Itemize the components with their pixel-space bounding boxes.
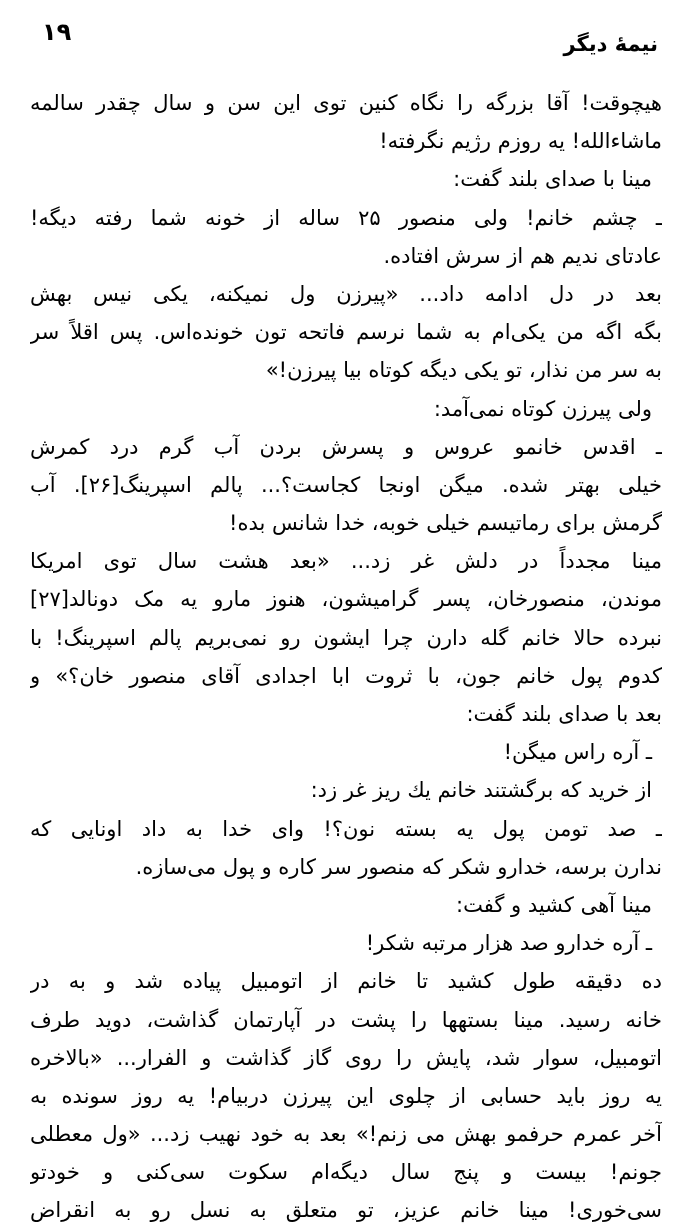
text-line: ـ چشم خانم! ولی منصور ۲۵ ساله از خونه شما رفته دیگه! xyxy=(30,205,662,230)
text-line: ـ صد تومن پول یه بسته نون؟! وای خدا به داد اونایی که xyxy=(30,816,662,841)
page-number: ۱۹ xyxy=(42,18,72,46)
text-line: بعد با صدای بلند گفت: xyxy=(466,702,662,726)
text-line: مینا مجدداً در دلش غر زد... «بعد هشت سال توی امریکا xyxy=(30,549,662,574)
text-line: یه روز باید حسابی از چلوی این پیرزن دربیام! یه روز سونده به xyxy=(30,1083,662,1108)
text-line: موندن، منصورخان، پسر گرامیشون، هنوز مارو یه مک دونالد[۲۷] xyxy=(30,587,662,612)
text-line: نبرده حالا خانم گله دارن چرا ایشون رو نمی‌بریم پالم اسپرینگ! با xyxy=(30,625,662,650)
text-line: خیلی بهتر شده. میگن اونجا کجاست؟... پالم اسپرینگ[۲۶]. آب xyxy=(30,472,662,497)
text-line: مینا با صدای بلند گفت: xyxy=(453,167,652,192)
text-line: عادتای ندیم هم از سرش افتاده. xyxy=(383,243,662,268)
text-line: خانه رسید. مینا بستهها را پشت در آپارتمان گذاشت، دوید طرف xyxy=(30,1007,662,1032)
text-line: اتومبیل، سوار شد، پایش را روی گاز گذاشت و الفرار... «بالاخره xyxy=(30,1045,662,1070)
text-line: ـ آره خدارو صد هزار مرتبه شکر! xyxy=(365,931,652,956)
text-line: هیچوقت! آقا بزرگه را نگاه کنین توی این سن و سال چقدر سالمه xyxy=(30,91,662,115)
text-line: کدوم پول خانم جون، با ثروت ابا اجدادی آقای منصور خان؟» و xyxy=(30,663,662,688)
text-line: بعد در دل ادامه داد... «پیرزن ول نمیکنه، یکی نیس بهش xyxy=(30,281,662,306)
text-line: ولی پیرزن کوتاه نمی‌آمد: xyxy=(433,396,652,421)
text-line: آخر عمرم حرفمو بهش می زنم!» بعد به خود نهیب زد... «ول معطلی xyxy=(30,1122,662,1147)
text-line: جونم! بیست و پنج سال دیگه‌ام سکوت سی‌کنی و خودتو xyxy=(30,1160,662,1185)
text-line: ده دقیقه طول کشید تا خانم از اتومبیل پیاده شد و به در xyxy=(30,969,662,994)
text-line: ـ آره راس میگن! xyxy=(503,740,652,765)
text-line: ـ اقدس خانمو عروس و پسرش بردن آب گرم درد کمرش xyxy=(30,434,662,459)
text-line: به سر من نذار، تو یکی دیگه کوتاه بیا پیرزن!» xyxy=(265,358,662,383)
page-header xyxy=(34,18,658,58)
text-line: مینا آهی کشید و گفت: xyxy=(456,892,652,917)
text-line: بگه اگه من یکی‌ام به شما نرسم فاتحه تون خونده‌اس. پس اقلاً سر xyxy=(30,320,662,345)
text-line: ماشاءالله! یه روزم رژیم نگرفته! xyxy=(379,129,662,154)
text-line: ندارن برسه، خدارو شکر که منصور سر کاره و پول می‌سازه. xyxy=(135,854,662,879)
running-title: نیمهٔ دیگر xyxy=(563,32,658,56)
text-line: سی‌خوری! مینا خانم عزیز، تو متعلق به نسل رو به انقراض xyxy=(30,1198,662,1223)
body-text xyxy=(30,84,662,1230)
text-line: از خرید که برگشتند خانم یك ریز غر زد: xyxy=(310,778,652,803)
text-line: گرمش برای رماتیسم خیلی خوبه، خدا شانس بده! xyxy=(229,511,662,536)
